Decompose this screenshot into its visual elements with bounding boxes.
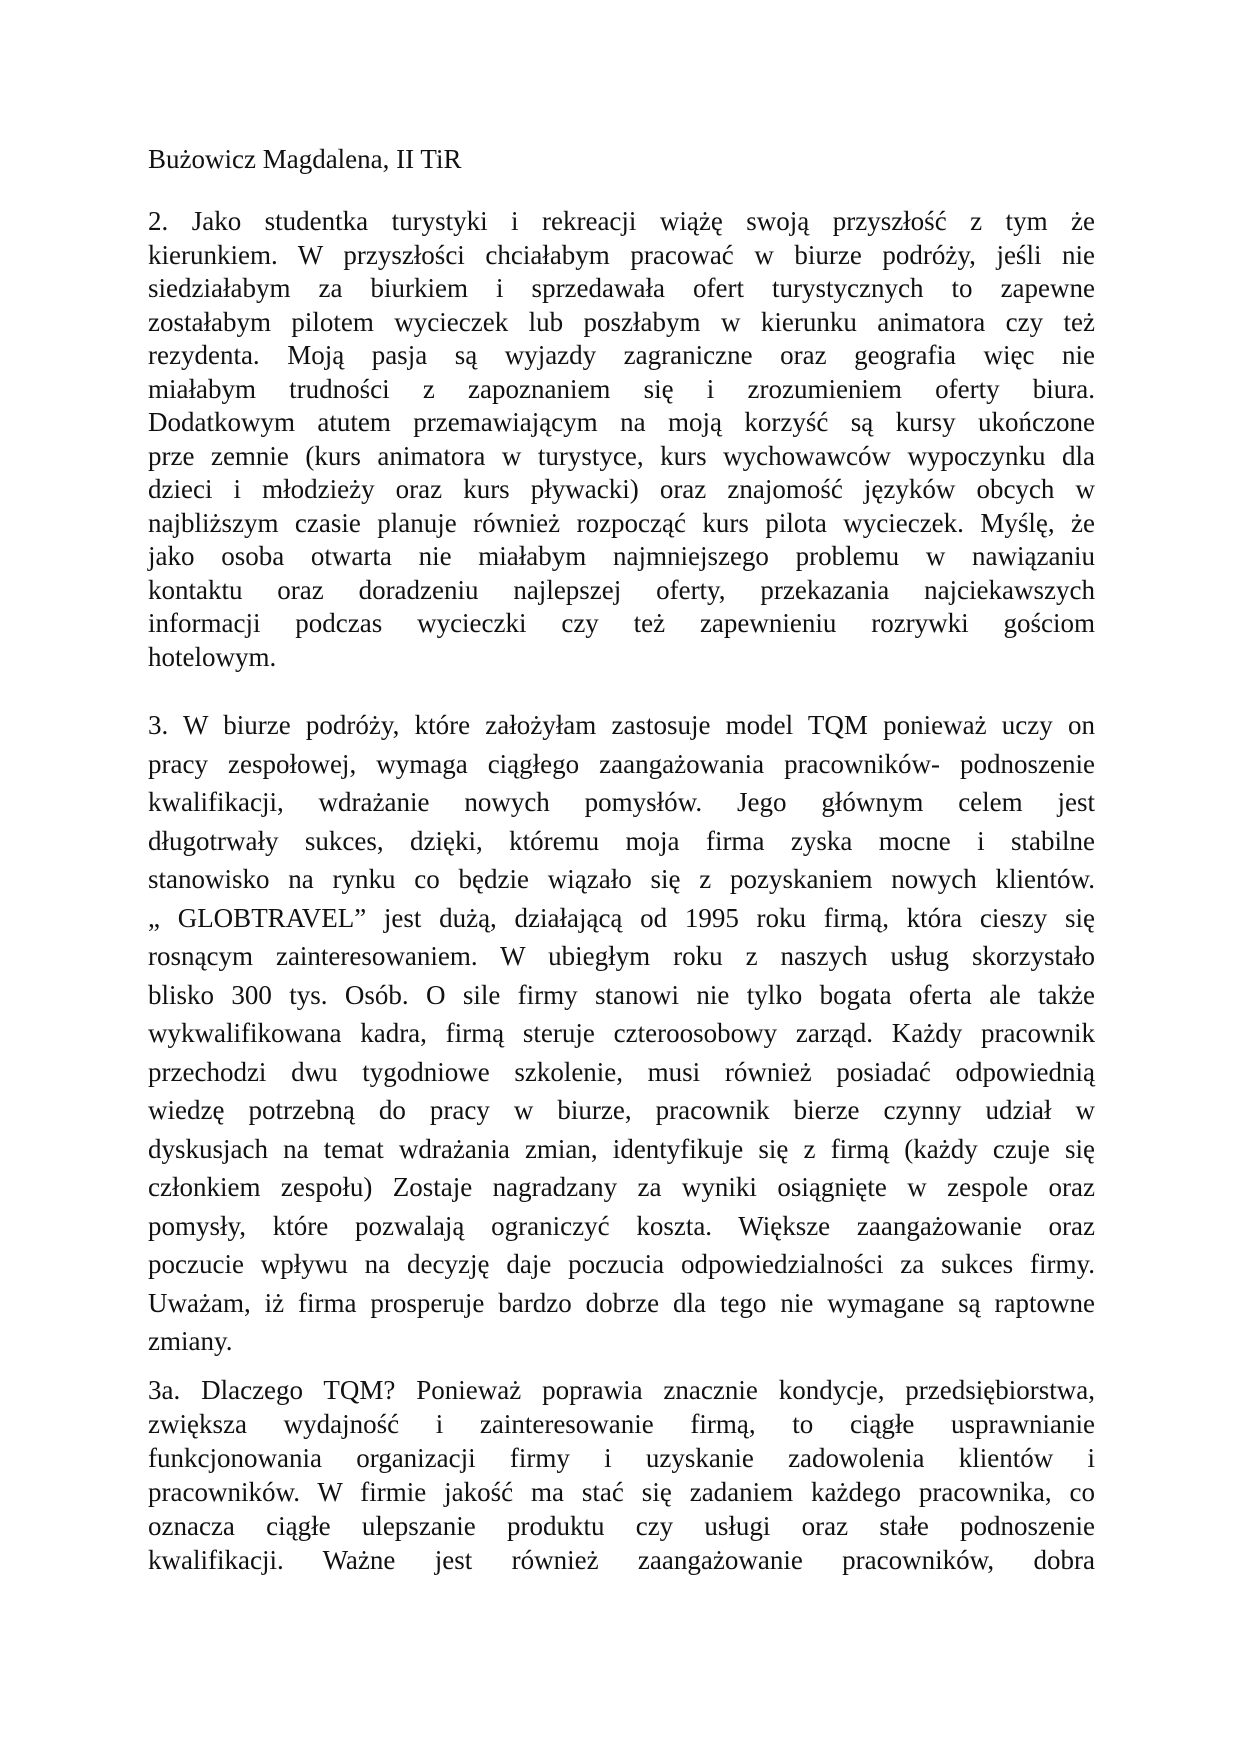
paragraph-question-3 bbox=[148, 706, 1095, 1361]
text-line: pracy zespołowej, wymaga ciągłego zaangażowania pracowników- podnoszenie bbox=[148, 748, 1095, 779]
text-line: najbliższym czasie planuje również rozpocząć kurs pilota wycieczek. Myślę, że bbox=[148, 507, 1095, 538]
text-line: miałabym trudności z zapoznaniem się i zrozumieniem oferty biura. bbox=[148, 373, 1095, 404]
text-line: informacji podczas wycieczki czy też zapewnieniu rozrywki gościom bbox=[148, 608, 1095, 638]
text-line: dzieci i młodzieży oraz kurs pływacki) oraz znajomość języków obcych w bbox=[148, 474, 1095, 504]
text-line: Uważam, iż firma prosperuje bardzo dobrze dla tego nie wymagane są raptowne bbox=[148, 1287, 1095, 1318]
text-line: 3a. Dlaczego TQM? Ponieważ poprawia znacznie kondycje, przedsiębiorstwa, bbox=[148, 1374, 1095, 1405]
text-line: dyskusjach na temat wdrażania zmian, identyfikuje się z firmą (każdy czuje się bbox=[148, 1133, 1095, 1164]
text-line: przechodzi dwu tygodniowe szkolenie, musi również posiadać odpowiednią bbox=[148, 1056, 1095, 1087]
text-line: wiedzę potrzebną do pracy w biurze, pracownik bierze czynny udział w bbox=[148, 1095, 1095, 1125]
text-line: zwiększa wydajność i zainteresowanie firmą, to ciągłe usprawnianie bbox=[148, 1408, 1095, 1439]
text-line: zmiany. bbox=[148, 1326, 233, 1356]
text-line: oznacza ciągłe ulepszanie produktu czy usługi oraz stałe podnoszenie bbox=[148, 1510, 1095, 1541]
text-line: poczucie wpływu na decyzję daje poczucia odpowiedzialności za sukces firmy. bbox=[148, 1249, 1095, 1279]
text-line: „ GLOBTRAVEL” jest dużą, działającą od 1995 roku firmą, która cieszy się bbox=[148, 902, 1095, 933]
text-line: blisko 300 tys. Osób. O sile firmy stanowi nie tylko bogata oferta ale także bbox=[148, 979, 1095, 1010]
paragraph-question-2 bbox=[148, 205, 1095, 674]
text-line: zostałabym pilotem wycieczek lub poszłabym w kierunku animatora czy też bbox=[148, 306, 1095, 337]
document-page bbox=[148, 140, 1095, 1577]
text-line: hotelowym. bbox=[148, 641, 277, 672]
text-line: 3. W biurze podróży, które założyłam zastosuje model TQM ponieważ uczy on bbox=[148, 710, 1095, 740]
text-line: stanowisko na rynku co będzie wiązało się z pozyskaniem nowych klientów. bbox=[148, 864, 1095, 894]
text-line: rosnącym zainteresowaniem. W ubiegłym roku z naszych usług skorzystało bbox=[148, 941, 1095, 971]
text-line: funkcjonowania organizacji firmy i uzyskanie zadowolenia klientów i bbox=[148, 1442, 1095, 1473]
text-line: Dodatkowym atutem przemawiającym na moją korzyść są kursy ukończone bbox=[148, 407, 1095, 437]
text-line: rezydenta. Moją pasja są wyjazdy zagraniczne oraz geografia więc nie bbox=[148, 340, 1095, 370]
text-line: siedziałabym za biurkiem i sprzedawała ofert turystycznych to zapewne bbox=[148, 273, 1095, 303]
paragraph-question-3a bbox=[148, 1373, 1095, 1577]
text-line: kwalifikacji, wdrażanie nowych pomysłów. Jego głównym celem jest bbox=[148, 787, 1095, 817]
text-line: wykwalifikowana kadra, firmą steruje czteroosobowy zarząd. Każdy pracownik bbox=[148, 1018, 1095, 1048]
text-line: kontaktu oraz doradzeniu najlepszej oferty, przekazania najciekawszych bbox=[148, 574, 1095, 605]
author-line: Bużowicz Magdalena, II TiR bbox=[148, 144, 462, 174]
text-line: jako osoba otwarta nie miałabym najmniejszego problemu w nawiązaniu bbox=[148, 541, 1095, 571]
document-title bbox=[148, 140, 1095, 178]
text-line: pracowników. W firmie jakość ma stać się zadaniem każdego pracownika, co bbox=[148, 1476, 1095, 1507]
text-line: pomysły, które pozwalają ograniczyć koszta. Większe zaangażowanie oraz bbox=[148, 1210, 1095, 1241]
text-line: kwalifikacji. Ważne jest również zaangażowanie pracowników, dobra bbox=[148, 1544, 1095, 1575]
text-line: 2. Jako studentka turystyki i rekreacji wiążę swoją przyszłość z tym że bbox=[148, 206, 1095, 236]
text-line: członkiem zespołu) Zostaje nagradzany za wyniki osiągnięte w zespole oraz bbox=[148, 1172, 1095, 1202]
text-line: kierunkiem. W przyszłości chciałabym pracować w biurze podróży, jeśli nie bbox=[148, 239, 1095, 270]
text-line: prze zemnie (kurs animatora w turystyce, kurs wychowawców wypoczynku dla bbox=[148, 440, 1095, 471]
text-line: długotrwały sukces, dzięki, któremu moja firma zyska mocne i stabilne bbox=[148, 825, 1095, 856]
